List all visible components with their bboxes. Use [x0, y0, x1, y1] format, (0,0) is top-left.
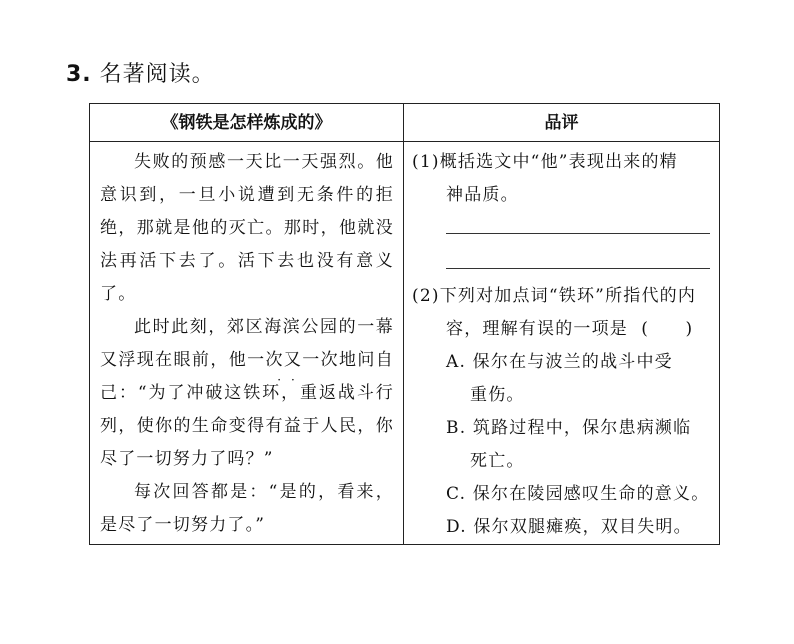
passage-paragraph-1: 失败的预感一天比一天强烈。他意识到，一旦小说遭到无条件的拒绝，那就是他的灭亡。那时，他就没法再活下去了。活下去也没有意义了。: [100, 152, 394, 304]
reading-table: [89, 103, 720, 545]
question-title-text: 名著阅读。: [99, 62, 215, 87]
column-divider: [403, 104, 404, 544]
option-a: A. 保尔在与波兰的战斗中受: [446, 352, 673, 372]
emphasis-dots: ··: [277, 373, 305, 387]
question-1-number: (1): [412, 152, 440, 172]
question-1-line-1: 概括选文中“他”表现出来的精: [439, 152, 678, 172]
table-header-row: [90, 104, 719, 142]
emphasized-word-tiehuan: ·· 铁环: [243, 373, 305, 403]
passage-paragraph-3: 每次回答都是：“是的，看来，是尽了一切努力了。”: [100, 482, 394, 535]
passage-excerpt: [100, 146, 394, 542]
question-1-line-2: 神品质。: [446, 185, 519, 205]
option-d: D. 保尔双腿瘫痪，双目失明。: [446, 517, 692, 537]
questions-column: [412, 146, 712, 544]
option-c: C. 保尔在陵园感叹生命的意义。: [446, 484, 710, 504]
option-a-cont: 重伤。: [470, 385, 525, 405]
question-2-line-2: 容，理解有误的一项是: [446, 319, 628, 339]
question-2-line-1: 下列对加点词“铁环”所指代的内: [439, 286, 697, 306]
passage-paragraph-2: [100, 311, 394, 476]
option-b-cont: 死亡。: [470, 451, 525, 471]
question-2: [412, 280, 712, 544]
question-heading: [66, 58, 215, 92]
passage-p2-after: ，重返战斗行列，使你的生命变得有益于人民，你尽了一切努力了吗？”: [100, 383, 395, 469]
passage-p2-before: 此时此刻，郊区海滨公园的一幕又浮现在眼前，他一次又一次地问自己：“为了冲破这: [100, 317, 394, 403]
header-comment: 品评: [544, 113, 579, 133]
question-2-number: (2): [412, 286, 440, 306]
answer-blank-paren[interactable]: ( ): [641, 319, 694, 339]
question-1: [412, 146, 712, 280]
option-b: B. 筑路过程中，保尔患病濒临: [446, 418, 692, 438]
header-book-title: 《钢铁是怎样炼成的》: [161, 113, 332, 133]
question-number: 3.: [66, 62, 92, 87]
